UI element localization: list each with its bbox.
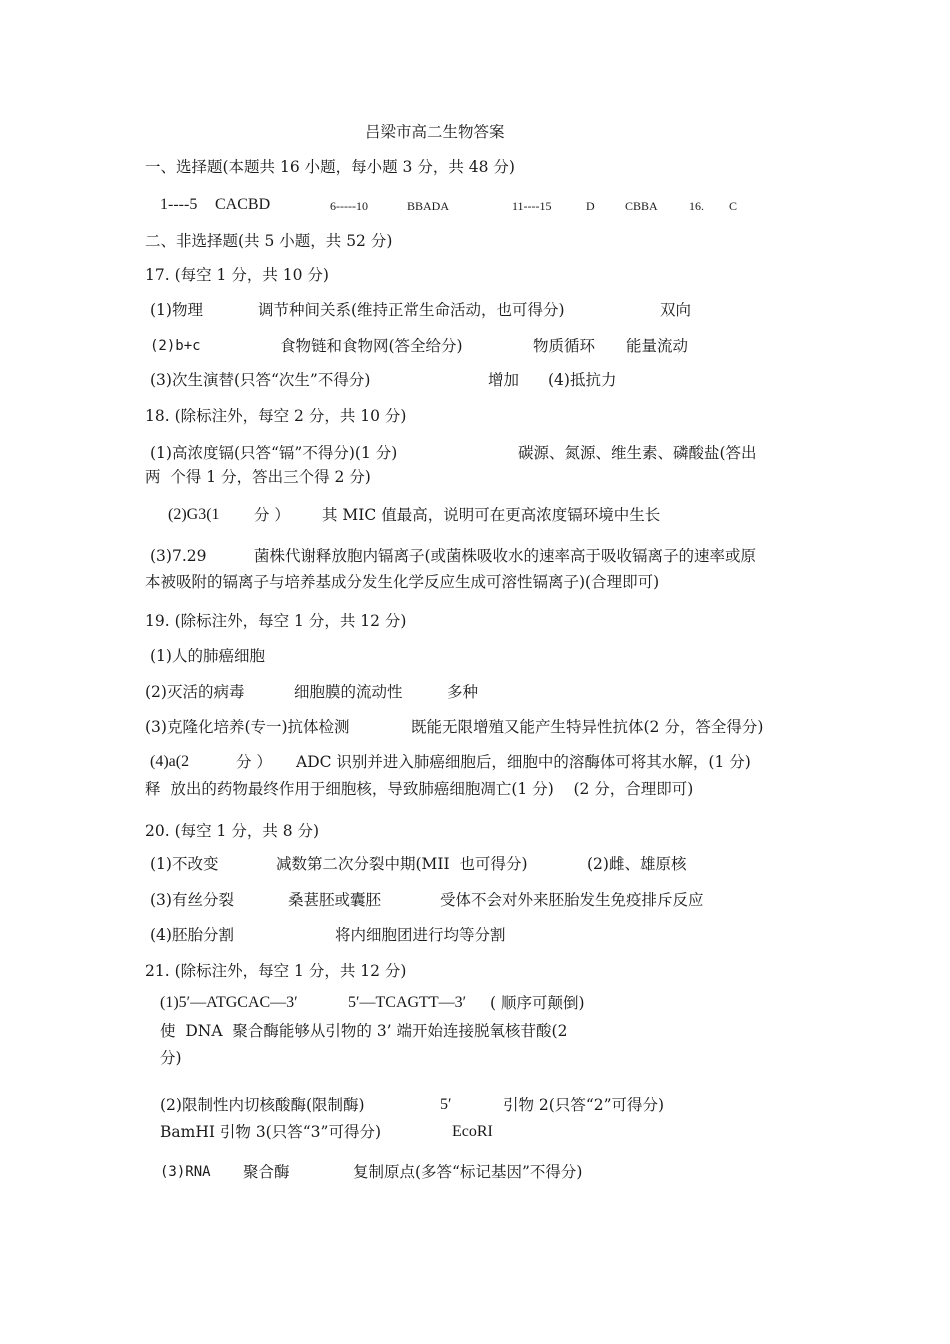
- mcq-range-1: 1----5: [160, 196, 198, 213]
- q18-ans-3b: 分 ）: [254, 506, 290, 524]
- q17-ans-7: 能量流动: [626, 337, 689, 355]
- q17-ans-8: (3)次生演替(只答“次生”不得分): [150, 371, 371, 389]
- section1-heading: 一、选择题(本题共 16 小题，每小题 3 分，共 48 分): [145, 158, 515, 176]
- mcq-answer-4: C: [729, 199, 738, 213]
- mcq-answer-3: D: [586, 199, 595, 213]
- q21-ans-6: BamHI 引物 3(只答“3”可得分): [160, 1123, 381, 1141]
- q19-ans-8: ADC 识别并进入肺癌细胞后，细胞中的溶酶体可将其水解，(1 分): [296, 753, 751, 771]
- q21-ans-3: (2)限制性内切核酸酶(限制酶): [160, 1096, 365, 1114]
- q17-ans-3: 双向: [660, 301, 692, 319]
- q17-ans-6: 物质循环: [533, 337, 596, 355]
- mcq-range-3: 11----15: [512, 199, 552, 213]
- q21-ans-7: EcoRI: [452, 1123, 493, 1140]
- q17-ans-4: (2)b+c: [150, 338, 201, 354]
- q18-ans-2: 碳源、氮源、维生素、磷酸盐(答出: [518, 444, 757, 462]
- section2-heading: 二、非选择题(共 5 小题，共 52 分): [145, 232, 393, 250]
- mcq-range-4: 16.: [689, 199, 704, 213]
- q20-ans-5: 桑葚胚或囊胚: [288, 891, 382, 909]
- q18-ans-4: 其 MIC 值最高，说明可在更高浓度镉环境中生长: [322, 506, 661, 524]
- q17-ans-9: 增加: [488, 371, 520, 389]
- q19-ans-1: (1)人的肺癌细胞: [150, 647, 265, 665]
- q18-ans-1: (1)高浓度镉(只答“镉”不得分)(1 分): [150, 444, 398, 462]
- mcq-answer-1: CACBD: [215, 196, 271, 213]
- q20-ans-1: (1)不改变: [150, 855, 219, 873]
- q19-ans-5: (3)克隆化培养(专一)抗体检测: [145, 718, 350, 736]
- q19-ans-7: (4)a(2: [150, 753, 190, 770]
- q21-ans-4: 5′: [440, 1096, 452, 1113]
- page-title: 吕梁市高二生物答案: [365, 123, 505, 141]
- q19-ans-6: 既能无限增殖又能产生特异性抗体(2 分，答全得分): [411, 718, 764, 736]
- q21-ans-9: 聚合酶: [243, 1163, 290, 1181]
- q21-header: 21. (除标注外，每空 1 分，共 12 分): [145, 962, 407, 980]
- q19-ans-3: 细胞膜的流动性: [294, 683, 403, 701]
- q17-ans-1: (1)物理: [150, 301, 203, 319]
- q19-ans-7b: 分 ）: [236, 753, 272, 771]
- mcq-answer-3b: CBBA: [625, 199, 658, 213]
- q17-ans-2: 调节种间关系(维持正常生命活动，也可得分): [258, 301, 565, 319]
- q20-ans-3: (2)雌、雄原核: [587, 855, 687, 873]
- q18-ans-3: (2)G3(1: [168, 506, 220, 523]
- q21-ans-2: 使 DNA 聚合酶能够从引物的 3’ 端开始连接脱氧核苷酸(2: [160, 1022, 568, 1040]
- q19-ans-4: 多种: [447, 683, 479, 701]
- q19-ans-2: (2)灭活的病毒: [145, 683, 245, 701]
- q21-ans-10: 复制原点(多答“标记基因”不得分): [353, 1163, 583, 1181]
- q20-ans-7: (4)胚胎分割: [150, 926, 234, 944]
- q20-ans-8: 将内细胞团进行均等分割: [335, 926, 506, 944]
- q18-ans-6: 菌株代谢释放胞内镉离子(或菌株吸收水的速率高于吸收镉离子的速率或原: [254, 547, 757, 565]
- q18-ans-6-cont: 本被吸附的镉离子与培养基成分发生化学反应生成可溶性镉离子)(合理即可): [145, 573, 660, 591]
- q17-ans-10: (4)抵抗力: [548, 371, 617, 389]
- q18-ans-5: (3)7.29: [150, 547, 207, 565]
- q17-header: 17. (每空 1 分，共 10 分): [145, 266, 329, 284]
- q21-ans-5: 引物 2(只答“2”可得分): [503, 1096, 665, 1114]
- q20-ans-6: 受体不会对外来胚胎发生免疫排斥反应: [440, 891, 704, 909]
- q18-header: 18. (除标注外，每空 2 分，共 10 分): [145, 407, 407, 425]
- q19-header: 19. (除标注外，每空 1 分，共 12 分): [145, 612, 407, 630]
- q17-ans-5: 食物链和食物网(答全给分): [280, 337, 463, 355]
- q21-ans-2-cont: 分): [160, 1049, 182, 1067]
- q21-primer-note: ( 顺序可颠倒): [490, 994, 585, 1012]
- q21-primer-2: 5′—TCAGTT—3′: [348, 994, 467, 1011]
- q19-ans-8-cont: 释 放出的药物最终作用于细胞核，导致肺癌细胞凋亡(1 分) (2 分，合理即可): [145, 780, 694, 798]
- q20-ans-4: (3)有丝分裂: [150, 891, 234, 909]
- mcq-answer-2: BBADA: [407, 199, 450, 213]
- q20-ans-2: 减数第二次分裂中期(MII 也可得分): [276, 855, 528, 873]
- mcq-range-2: 6-----10: [330, 199, 368, 213]
- q21-primer-1: (1)5′—ATGCAC—3′: [160, 994, 298, 1011]
- q18-ans-2-cont: 两 个得 1 分，答出三个得 2 分): [145, 468, 371, 486]
- q20-header: 20. (每空 1 分，共 8 分): [145, 822, 320, 840]
- q21-ans-8: (3)RNA: [160, 1164, 211, 1180]
